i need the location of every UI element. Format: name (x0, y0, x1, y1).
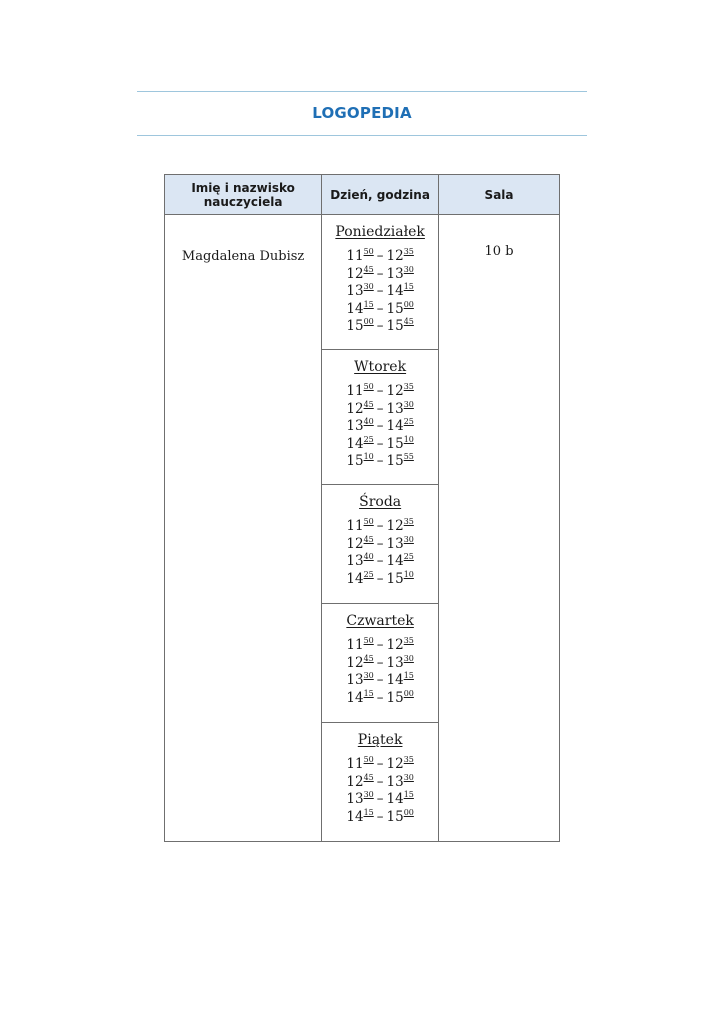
day-name: Poniedziałek (335, 224, 425, 240)
schedule-table (164, 174, 560, 842)
title-bottom-rule (137, 135, 587, 136)
start-hour: 15 (346, 453, 364, 469)
time-slot (322, 571, 438, 589)
end-hour: 12 (386, 383, 404, 399)
end-hour: 15 (386, 689, 404, 706)
end-minute: 35 (403, 247, 414, 256)
end-minute: 45 (403, 317, 414, 326)
range-dash: – (376, 570, 384, 587)
start-minute: 25 (363, 569, 374, 579)
start-minute: 30 (363, 282, 374, 291)
end-minute: 00 (403, 688, 414, 698)
day-name: Środa (359, 494, 402, 510)
start-minute: 00 (363, 317, 374, 326)
range-dash: – (376, 248, 384, 264)
end-minute: 25 (403, 552, 414, 561)
end-minute: 10 (403, 434, 414, 444)
range-dash: – (376, 672, 384, 688)
start-minute: 15 (363, 299, 374, 309)
day-cell (322, 350, 439, 485)
start-minute: 50 (363, 636, 374, 645)
range-dash: – (376, 654, 384, 671)
end-minute: 35 (403, 755, 414, 764)
end-hour: 15 (386, 318, 404, 334)
time-slot (322, 248, 438, 266)
range-dash: – (376, 318, 384, 334)
start-minute: 10 (363, 452, 374, 461)
header-room: Sala (439, 175, 560, 215)
day-cell (322, 723, 439, 842)
end-hour: 13 (386, 535, 404, 552)
end-minute: 35 (403, 382, 414, 391)
end-hour: 14 (386, 418, 404, 434)
day-name: Czwartek (346, 613, 414, 629)
end-hour: 13 (386, 773, 404, 790)
start-hour: 15 (346, 318, 364, 334)
header-day-time: Dzień, godzina (322, 175, 439, 215)
start-hour: 14 (346, 689, 364, 706)
time-slot (322, 637, 438, 655)
time-slot (322, 518, 438, 536)
start-minute: 50 (363, 755, 374, 764)
time-slot (322, 383, 438, 401)
start-hour: 13 (346, 283, 364, 299)
start-minute: 45 (363, 534, 374, 544)
start-hour: 12 (346, 400, 364, 417)
end-hour: 12 (386, 248, 404, 264)
range-dash: – (376, 791, 384, 807)
range-dash: – (376, 553, 384, 569)
time-slot (322, 401, 438, 419)
time-slots (322, 518, 438, 588)
range-dash: – (376, 808, 384, 825)
start-minute: 50 (363, 517, 374, 526)
range-dash: – (376, 265, 384, 282)
end-minute: 30 (403, 653, 414, 663)
day-cell (322, 485, 439, 604)
start-hour: 13 (346, 672, 364, 688)
end-hour: 12 (386, 637, 404, 653)
start-hour: 12 (346, 265, 364, 282)
start-minute: 40 (363, 417, 374, 426)
time-slot (322, 774, 438, 792)
time-slot (322, 756, 438, 774)
start-hour: 11 (346, 518, 364, 534)
start-hour: 11 (346, 383, 364, 399)
start-minute: 15 (363, 688, 374, 698)
end-hour: 14 (386, 283, 404, 299)
time-slot (322, 418, 438, 436)
start-minute: 40 (363, 552, 374, 561)
start-hour: 12 (346, 535, 364, 552)
title-top-rule (137, 91, 587, 92)
end-hour: 15 (386, 300, 404, 317)
start-minute: 50 (363, 382, 374, 391)
day-cell (322, 604, 439, 723)
end-hour: 12 (386, 756, 404, 772)
start-minute: 30 (363, 671, 374, 680)
time-slot (322, 809, 438, 827)
end-minute: 30 (403, 399, 414, 409)
page-title: LOGOPEDIA (312, 104, 412, 122)
start-hour: 11 (346, 637, 364, 653)
range-dash: – (376, 535, 384, 552)
time-slots (322, 248, 438, 336)
time-slot (322, 283, 438, 301)
end-hour: 12 (386, 518, 404, 534)
time-slot (322, 791, 438, 809)
header-row (165, 175, 560, 215)
end-hour: 13 (386, 265, 404, 282)
time-slots (322, 383, 438, 471)
start-minute: 45 (363, 264, 374, 274)
day-row (165, 215, 560, 350)
range-dash: – (376, 637, 384, 653)
end-minute: 15 (403, 282, 414, 291)
day-cell (322, 215, 439, 350)
end-minute: 15 (403, 790, 414, 799)
time-slots (322, 637, 438, 707)
range-dash: – (376, 283, 384, 299)
end-hour: 14 (386, 553, 404, 569)
end-minute: 25 (403, 417, 414, 426)
time-slot (322, 453, 438, 471)
start-minute: 50 (363, 247, 374, 256)
start-hour: 11 (346, 248, 364, 264)
end-hour: 14 (386, 672, 404, 688)
end-minute: 30 (403, 772, 414, 782)
time-slot (322, 436, 438, 454)
end-minute: 35 (403, 636, 414, 645)
time-slots (322, 756, 438, 826)
end-hour: 13 (386, 654, 404, 671)
day-name: Piątek (357, 732, 403, 748)
room-number: 10 b (439, 215, 560, 842)
end-hour: 15 (386, 570, 404, 587)
header-teacher: Imię i nazwisko nauczyciela (165, 175, 322, 215)
end-hour: 15 (386, 453, 404, 469)
range-dash: – (376, 435, 384, 452)
start-hour: 14 (346, 570, 364, 587)
end-minute: 15 (403, 671, 414, 680)
time-slot (322, 301, 438, 319)
end-minute: 30 (403, 534, 414, 544)
start-minute: 45 (363, 399, 374, 409)
start-minute: 30 (363, 790, 374, 799)
range-dash: – (376, 418, 384, 434)
time-slot (322, 536, 438, 554)
time-slot (322, 690, 438, 708)
range-dash: – (376, 689, 384, 706)
time-slot (322, 672, 438, 690)
end-minute: 10 (403, 569, 414, 579)
start-hour: 13 (346, 553, 364, 569)
start-hour: 13 (346, 791, 364, 807)
start-hour: 14 (346, 300, 364, 317)
start-hour: 14 (346, 435, 364, 452)
range-dash: – (376, 383, 384, 399)
start-minute: 45 (363, 653, 374, 663)
range-dash: – (376, 400, 384, 417)
start-hour: 12 (346, 654, 364, 671)
time-slot (322, 553, 438, 571)
end-hour: 15 (386, 808, 404, 825)
end-minute: 30 (403, 264, 414, 274)
time-slot (322, 655, 438, 673)
start-hour: 13 (346, 418, 364, 434)
range-dash: – (376, 773, 384, 790)
range-dash: – (376, 300, 384, 317)
end-hour: 13 (386, 400, 404, 417)
end-minute: 35 (403, 517, 414, 526)
end-minute: 00 (403, 807, 414, 817)
start-hour: 12 (346, 773, 364, 790)
end-hour: 15 (386, 435, 404, 452)
range-dash: – (376, 518, 384, 534)
range-dash: – (376, 453, 384, 469)
start-minute: 15 (363, 807, 374, 817)
end-minute: 55 (403, 452, 414, 461)
day-name: Wtorek (354, 359, 407, 375)
end-hour: 14 (386, 791, 404, 807)
start-minute: 25 (363, 434, 374, 444)
start-hour: 14 (346, 808, 364, 825)
time-slot (322, 266, 438, 284)
start-minute: 45 (363, 772, 374, 782)
start-hour: 11 (346, 756, 364, 772)
end-minute: 00 (403, 299, 414, 309)
teacher-name: Magdalena Dubisz (165, 215, 322, 842)
time-slot (322, 318, 438, 336)
range-dash: – (376, 756, 384, 772)
